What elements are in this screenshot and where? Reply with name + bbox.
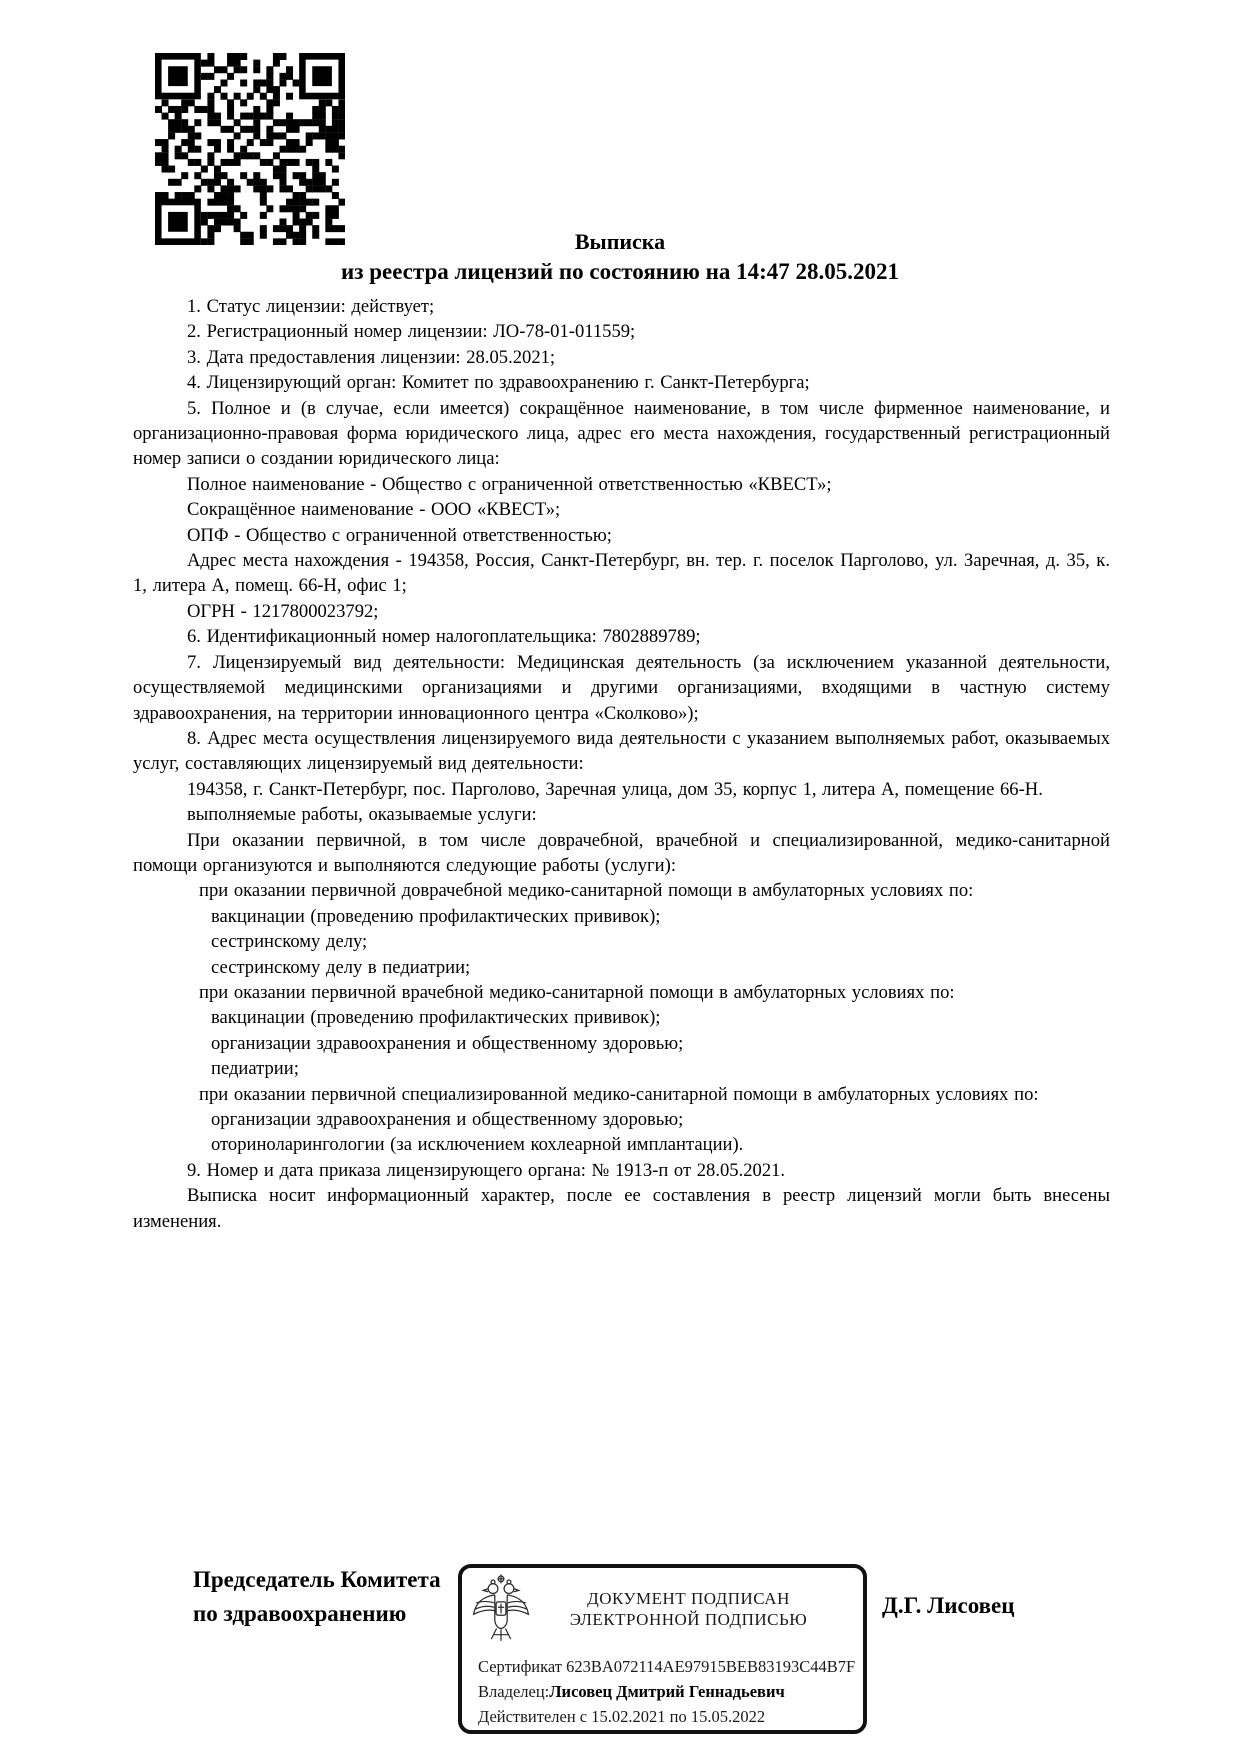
paragraph-disclaimer: Выписка носит информационный характер, после ее составления в реестр лицензий могли быть внесены изменения. (133, 1185, 1110, 1232)
paragraph-primary-care: При оказании первичной, в том числе доврачебной, врачебной и специализированной, медико-санитарной помощи организуются и выполняются следующие работы (услуги): (133, 829, 1110, 876)
document-body (133, 294, 1110, 1234)
paragraph-service-item: организации здравоохранения и общественному здоровью; (211, 1109, 684, 1130)
certificate-label: Сертификат (478, 1657, 562, 1676)
stamp-heading (540, 1588, 863, 1630)
document-title: Выписка (574, 229, 666, 254)
paragraph-activity-address: 194358, г. Санкт-Петербург, пос. Парголово, Заречная улица, дом 35, корпус 1, литера А, помещение 66-Н. (187, 778, 1043, 800)
paragraph-service-item: педиатрии; (211, 1058, 299, 1080)
paragraph-service-item: сестринскому делу в педиатрии; (211, 956, 471, 978)
paragraph-item5: 5. Полное и (в случае, если имеется) сокращённое наименование, в том числе фирменное наименование, и организационно-правовая форма юридического лица, адрес его места нахождения, государственный регистрационный номер записи о создании юридического лица: (133, 397, 1110, 470)
document-subtitle: из реестра лицензий по состоянию на 14:47 28.05.2021 (340, 259, 900, 284)
paragraph-pre-medical-care: при оказании первичной доврачебной медико-санитарной помощи в амбулаторных условиях по: (199, 880, 974, 902)
paragraph-item8: 8. Адрес места осуществления лицензируемого вида деятельности с указанием выполняемых работ, оказываемых услуг, составляющих лицензируемый вид деятельности: (133, 727, 1110, 775)
paragraph-short-name: Сокращённое наименование - ООО «КВЕСТ»; (187, 499, 561, 521)
signature-position-line1: Председатель Комитета (193, 1567, 441, 1592)
signature-position-title (193, 1563, 441, 1631)
paragraph-service-item: вакцинации (проведению профилактических прививок); (211, 1007, 661, 1029)
electronic-signature-stamp (458, 1564, 867, 1734)
paragraph-full-name: Полное наименование - Общество с ограниченной ответственностью «КВЕСТ»; (187, 473, 832, 495)
paragraph-services-heading: выполняемые работы, оказываемые услуги: (187, 804, 537, 826)
paragraph-service-item: сестринскому делу; (211, 931, 368, 953)
stamp-certificate-line (478, 1654, 863, 1679)
paragraph-status: 1. Статус лицензии: действует; (187, 296, 435, 317)
paragraph-service-item: оториноларингологии (за исключением кохлеарной имплантации). (211, 1134, 744, 1156)
document-header (130, 228, 1110, 286)
paragraph-license-date: 3. Дата предоставления лицензии: 28.05.2021; (187, 346, 556, 368)
paragraph-order-number: 9. Номер и дата приказа лицензирующего органа: № 1913-п от 28.05.2021. (187, 1159, 786, 1181)
paragraph-ogrn: ОГРН - 1217800023792; (187, 600, 379, 622)
certificate-number: 623BA072114AE97915BEB83193C44B7F (566, 1657, 856, 1676)
stamp-validity-line: Действителен с 15.02.2021 по 15.05.2022 (478, 1707, 766, 1726)
paragraph-address: Адрес места нахождения - 194358, Россия, Санкт-Петербург, вн. тер. г. поселок Парголово, ул. Заречная, д. 35, к. 1, литера А, помещ. 66-Н, офис 1; (133, 550, 1110, 597)
owner-name: Лисовец Дмитрий Геннадьевич (549, 1682, 785, 1701)
paragraph-specialized-care: при оказании первичной специализированной медико-санитарной помощи в амбулаторных условиях по: (199, 1083, 1039, 1105)
paragraph-medical-care: при оказании первичной врачебной медико-санитарной помощи в амбулаторных условиях по: (199, 981, 955, 1003)
owner-label: Владелец: (478, 1682, 550, 1701)
paragraph-licensing-authority: 4. Лицензирующий орган: Комитет по здравоохранению г. Санкт-Петербурга; (187, 372, 810, 394)
paragraph-activity-type: 7. Лицензируемый вид деятельности: Медицинская деятельность (за исключением указанной деятельности, осуществляемой медицинскими организациями и другими организациями, входящими в частную систему здравоохранения, на территории инновационного центра «Сколково»); (133, 651, 1110, 724)
signatory-name: Д.Г. Лисовец (882, 1593, 1015, 1618)
paragraph-inn: 6. Идентификационный номер налогоплательщика: 7802889789; (187, 626, 701, 648)
paragraph-service-item: организации здравоохранения и общественному здоровью; (211, 1032, 684, 1054)
stamp-owner-line (478, 1679, 863, 1704)
paragraph-service-item: вакцинации (проведению профилактических прививок); (211, 905, 661, 927)
qr-code-icon (155, 53, 345, 245)
paragraph-reg-number: 2. Регистрационный номер лицензии: ЛО-78-01-011559; (187, 321, 636, 343)
signature-position-line2: по здравоохранению (193, 1601, 407, 1626)
stamp-heading-line1: ДОКУМЕНТ ПОДПИСАН (587, 1589, 790, 1608)
paragraph-opf: ОПФ - Общество с ограниченной ответственностью; (187, 524, 612, 546)
russian-coat-of-arms-icon (462, 1573, 540, 1645)
stamp-heading-line2: ЭЛЕКТРОННОЙ ПОДПИСЬЮ (569, 1610, 808, 1629)
